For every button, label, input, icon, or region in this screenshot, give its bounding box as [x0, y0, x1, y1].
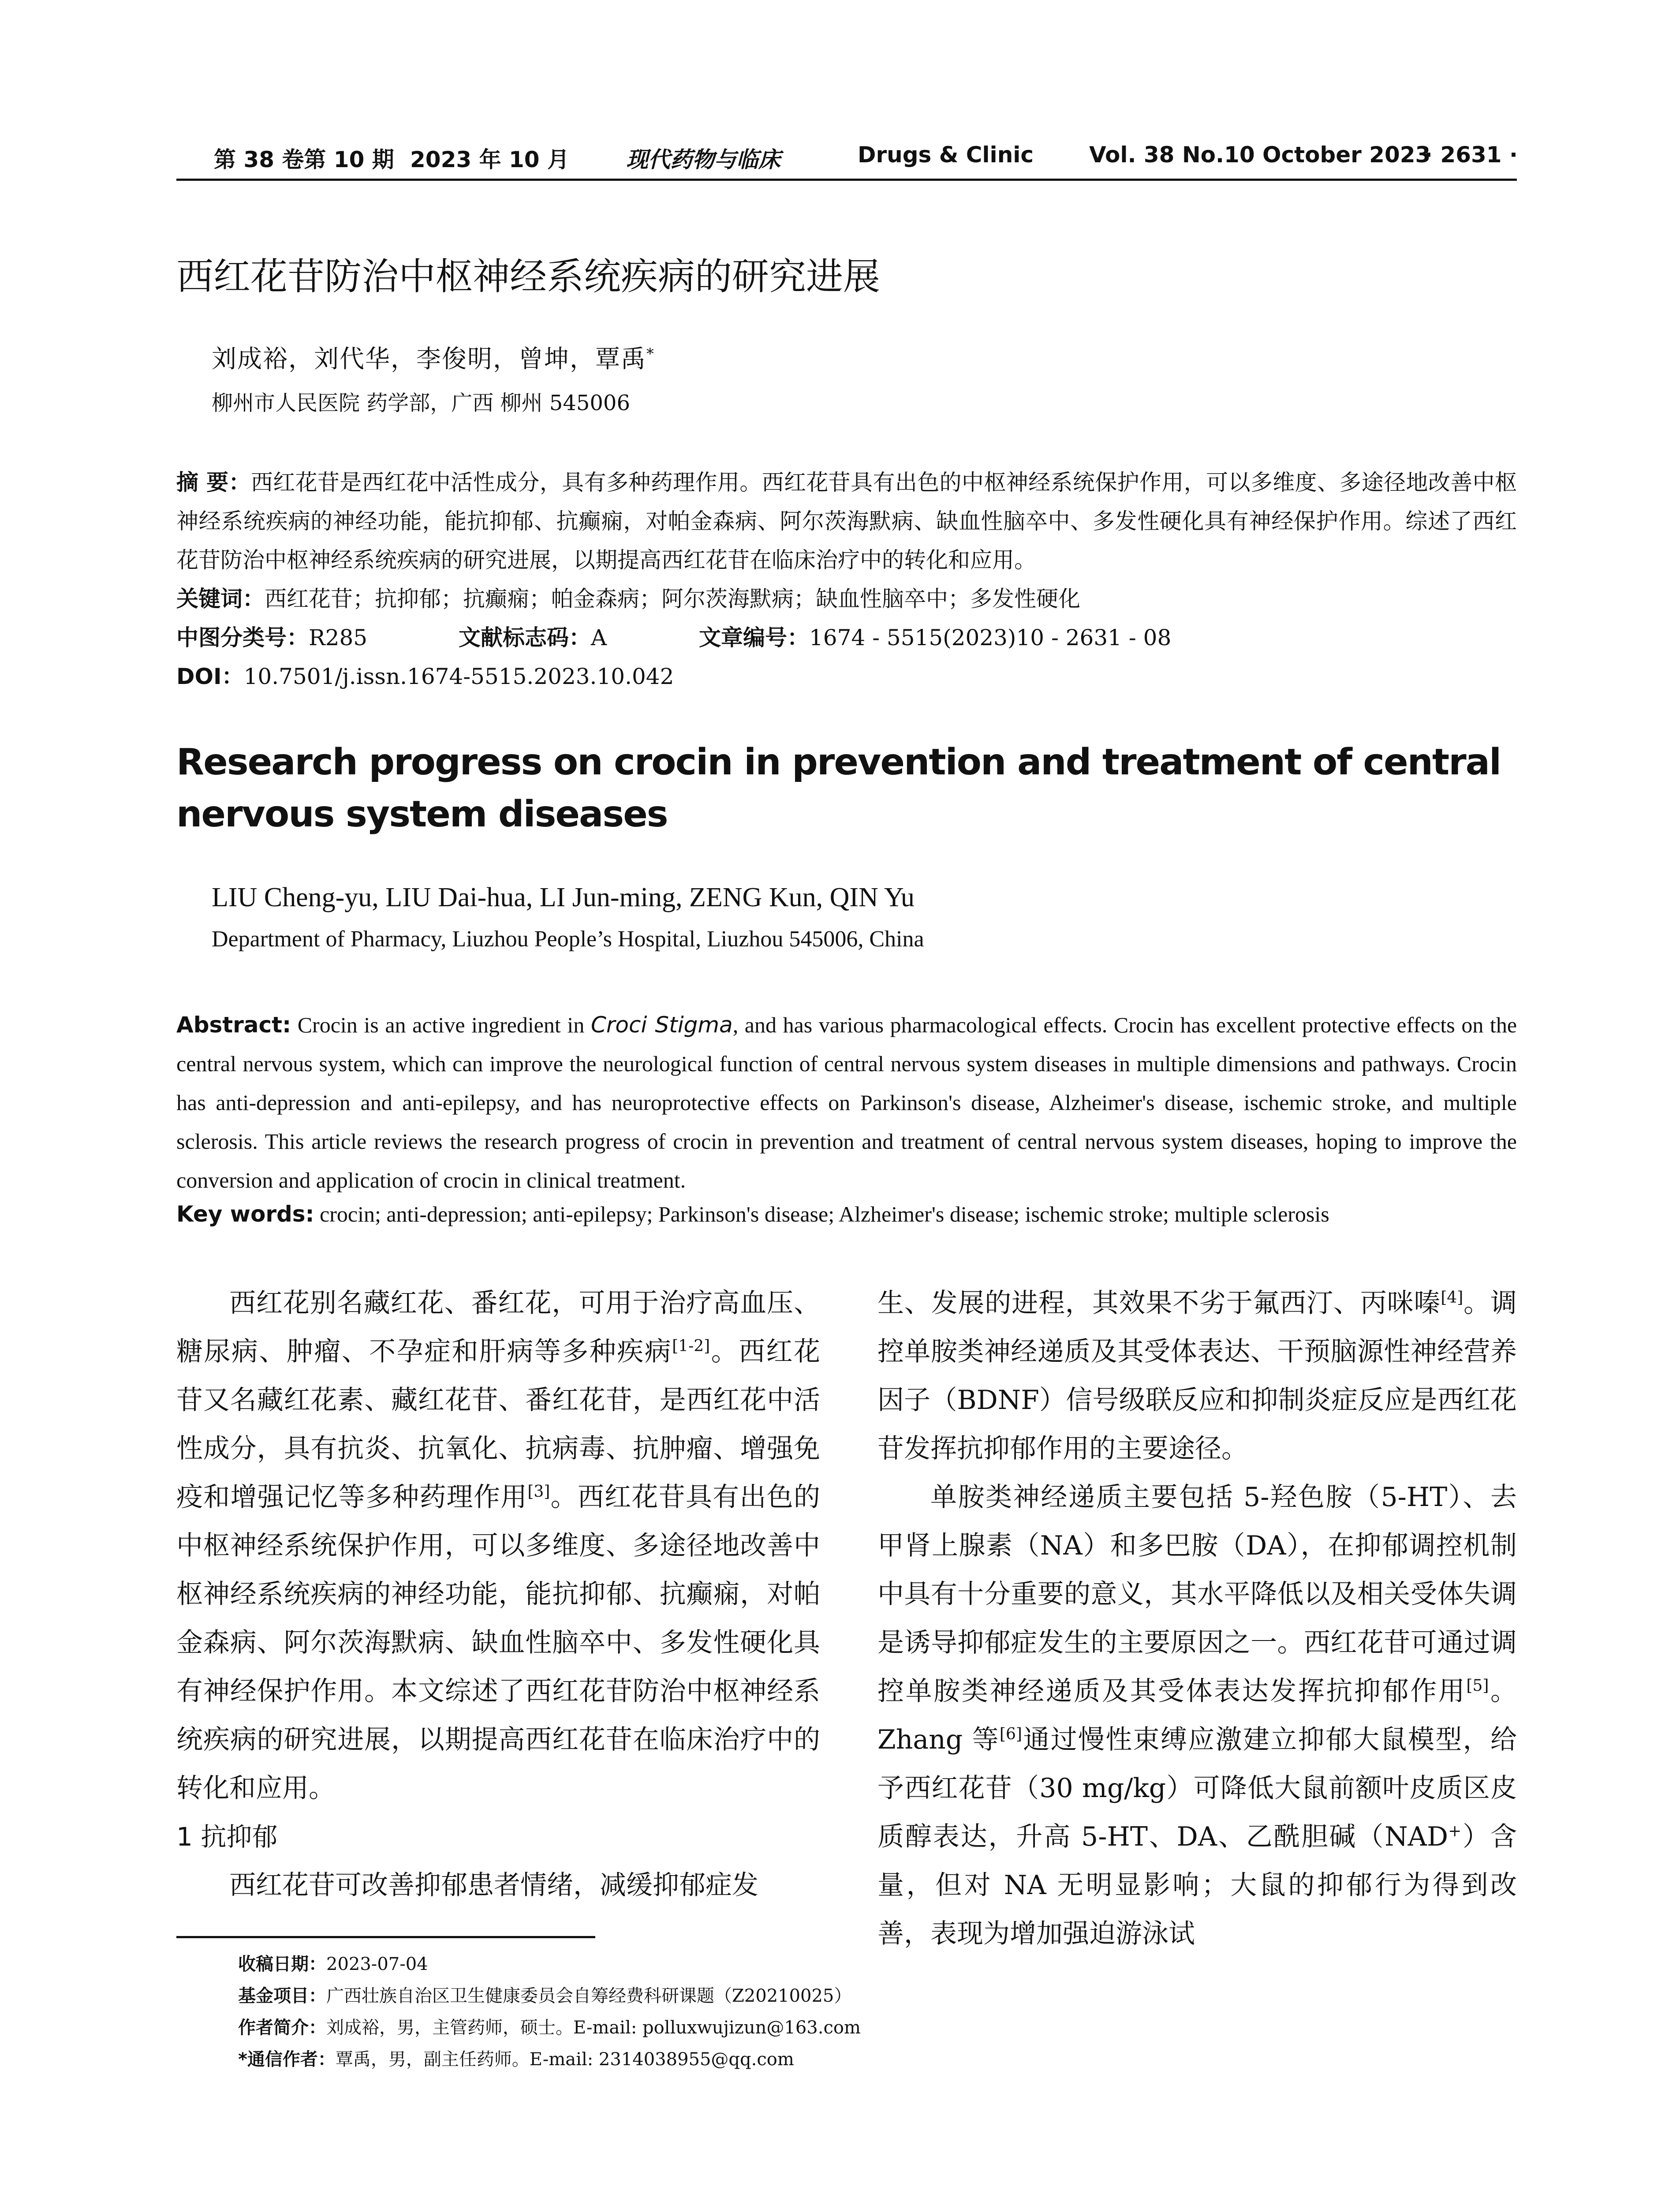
- article-title-en: Research progress on crocin in prevention and treatment of central nervous system diseases: [176, 741, 1501, 835]
- abstract-cn: [176, 463, 1517, 579]
- abstract-en-text-pre: Crocin is an active ingredient in: [297, 1013, 591, 1037]
- header-rule: [176, 179, 1517, 181]
- footnotes: [238, 1948, 1517, 2075]
- body-text: 。调控单胺类神经递质及其受体表达、干预脑源性神经营养因子（BDNF）信号级联反应和抑制炎症反应是西红花苷发挥抗抑郁作用的主要途径。: [877, 1288, 1517, 1464]
- body-text: 。西红花苷具有出色的中枢神经系统保护作用，可以多维度、多途径地改善中枢神经系统疾病的神经功能，能抗抑郁、抗癫痫，对帕金森病、阿尔茨海默病、缺血性脑卒中、多发性硬化具有神经保护作用。本文综述了西红花苷防治中枢神经系统疾病的研究进展，以期提高西红花苷在临床治疗中的转化和应用。: [176, 1482, 820, 1804]
- footnote-text: 2023-07-04: [326, 1954, 428, 1974]
- abstract-en-species: Croci Stigma: [590, 1012, 733, 1038]
- abstract-cn-label: 摘 要：: [176, 470, 251, 495]
- classification-line: [176, 620, 1517, 655]
- footnote-label: 基金项目：: [238, 1986, 326, 2006]
- article-title-cn: 西红花苷防治中枢神经系统疾病的研究进展: [176, 255, 881, 298]
- doc-code-group: [459, 620, 607, 652]
- body-text: 。西红花苷又名藏红花素、藏红花苷、番红花苷，是西红花中活性成分，具有抗炎、抗氧化、抗病毒、抗肿瘤、增强免疫和增强记忆等多种药理作用: [176, 1336, 821, 1513]
- citation: [6]: [999, 1725, 1022, 1743]
- keywords-en: [176, 1201, 1526, 1227]
- citation: [4]: [1441, 1289, 1463, 1307]
- body-text: 西红花别名藏红花、番红花，可用于治疗高血压、糖尿病、肿瘤、不孕症和肝病等多种疾病: [176, 1288, 820, 1367]
- clc-label: 中图分类号：: [176, 625, 309, 650]
- abstract-en-text-post: , and has various pharmacological effects. Crocin has excellent protective effects on the central nervous system, which can improve the neurological function of central nervous system diseases in multiple dimensions and pathways. Crocin has anti-depression and anti-epilepsy, and has neuroprotective effects on Parkinson's disease, Alzheimer's disease, ischemic stroke, and multiple sclerosis. This article reviews the research progress of crocin in prevention and treatment of central nervous system diseases, hoping to improve the conversion and application of crocin in clinical treatment.: [176, 1013, 1517, 1192]
- footnote-text: 广西壮族自治区卫生健康委员会自筹经费科研课题（Z20210025）: [326, 1986, 852, 2006]
- keywords-cn: [176, 581, 1517, 613]
- footnote-text: 刘成裕，男，主管药师，硕士。E-mail: polluxwujizun@163.com: [326, 2018, 861, 2038]
- body-paragraph: [877, 1473, 1517, 1958]
- doc-code-label: 文献标志码：: [459, 625, 591, 650]
- abstract-en-label: Abstract:: [176, 1012, 291, 1038]
- doc-code-value: A: [591, 625, 607, 650]
- body-text: 生、发展的进程，其效果不劣于氟西汀、丙咪嗪: [877, 1288, 1441, 1319]
- keywords-cn-text: 西红花苷；抗抑郁；抗癫痫；帕金森病；阿尔茨海默病；缺血性脑卒中；多发性硬化: [265, 586, 1080, 612]
- article-no-label: 文章编号：: [699, 625, 809, 650]
- footnote-received: [238, 1948, 1517, 1980]
- header-journal-cn: 现代药物与临床: [626, 146, 780, 172]
- keywords-en-label: Key words:: [176, 1201, 314, 1227]
- section-heading: 1 抗抑郁: [176, 1822, 278, 1852]
- footnote-label: *通信作者：: [238, 2049, 336, 2070]
- footnote-text: 覃禹，男，副主任药师。E-mail: 2314038955@qq.com: [335, 2049, 794, 2070]
- affiliation-en: Department of Pharmacy, Liuzhou People’s Hospital, Liuzhou 545006, China: [212, 927, 924, 952]
- doi-value: 10.7501/j.issn.1674-5515.2023.10.042: [243, 664, 674, 689]
- running-header: [176, 142, 1517, 177]
- clc-group: [176, 620, 367, 652]
- article-no-group: [699, 620, 1171, 652]
- body-paragraph: 西红花苷可改善抑郁患者情绪，减缓抑郁症发: [229, 1870, 758, 1901]
- corresponding-author-mark: *: [646, 345, 655, 363]
- authors-cn: [212, 340, 655, 375]
- doi-label: DOI：: [176, 664, 244, 689]
- body-text: 单胺类神经递质主要包括 5-羟色胺（5-HT）、去甲肾上腺素（NA）和多巴胺（DA），在抑郁调控机制中具有十分重要的意义，其水平降低以及相关受体失调是诱导抑郁症发生的主要原因之一。西红花苷可通过调控单胺类神经递质及其受体表达发挥抗抑郁作用: [877, 1482, 1517, 1707]
- article-no-value: 1674 - 5515(2023)10 - 2631 - 08: [809, 625, 1172, 650]
- body-paragraph: [877, 1279, 1517, 1473]
- abstract-en: [176, 1005, 1517, 1200]
- body-paragraph: [176, 1279, 820, 1813]
- keywords-en-text: crocin; anti-depression; anti-epilepsy; Parkinson's disease; Alzheimer's disease; ischemic stroke; multiple sclerosis: [320, 1202, 1329, 1226]
- authors-en: LIU Cheng-yu, LIU Dai-hua, LI Jun-ming, ZENG Kun, QIN Yu: [212, 882, 915, 912]
- clc-value: R285: [309, 625, 368, 650]
- header-volume-cn: 第 38 卷第 10 期: [214, 147, 394, 172]
- keywords-cn-label: 关键词：: [176, 586, 265, 612]
- header-date-cn: 2023 年 10 月: [410, 147, 569, 172]
- header-page-number: · 2631 ·: [1424, 142, 1518, 168]
- body-text: 通过慢性束缚应激建立抑郁大鼠模型，给予西红花苷（30 mg/kg）可降低大鼠前额叶皮质区皮质醇表达，升高 5-HT、DA、乙酰胆碱（NAD: [877, 1724, 1517, 1852]
- doi: [176, 659, 674, 691]
- footnote-fund: [238, 1980, 1517, 2012]
- body-column-left: [176, 1279, 820, 1910]
- body-text: ）含量，但对 NA 无明显影响；大鼠的抑郁行为得到改善，表现为增加强迫游泳试: [877, 1821, 1517, 1949]
- citation: [1-2]: [672, 1337, 710, 1355]
- footnote-label: 收稿日期：: [238, 1954, 326, 1974]
- superscript-plus: +: [1448, 1822, 1462, 1840]
- abstract-cn-text: 西红花苷是西红花中活性成分，具有多种药理作用。西红花苷具有出色的中枢神经系统保护作用，可以多维度、多途径地改善中枢神经系统疾病的神经功能，能抗抑郁、抗癫痫，对帕金森病、阿尔茨海默病、缺血性脑卒中、多发性硬化具有神经保护作用。综述了西红花苷防治中枢神经系统疾病的研究进展，以期提高西红花苷在临床治疗中的转化和应用。: [176, 470, 1517, 573]
- footnote-corresponding: [238, 2044, 1517, 2075]
- citation: [5]: [1466, 1677, 1489, 1695]
- header-volume-en: Vol. 38 No.10 October 2023: [1089, 142, 1431, 168]
- footnote-rule: [176, 1936, 595, 1938]
- footnote-label: 作者简介：: [238, 2018, 326, 2038]
- footnote-author: [238, 2012, 1517, 2044]
- body-column-right: [877, 1279, 1517, 1958]
- citation: [3]: [527, 1483, 550, 1501]
- affiliation-cn: 柳州市人民医院 药学部，广西 柳州 545006: [212, 391, 631, 415]
- header-journal-en: Drugs & Clinic: [858, 142, 1034, 168]
- authors-cn-names: 刘成裕，刘代华，李俊明，曾坤，覃禹: [212, 345, 646, 374]
- body-text: 。Zhang 等: [877, 1676, 1517, 1755]
